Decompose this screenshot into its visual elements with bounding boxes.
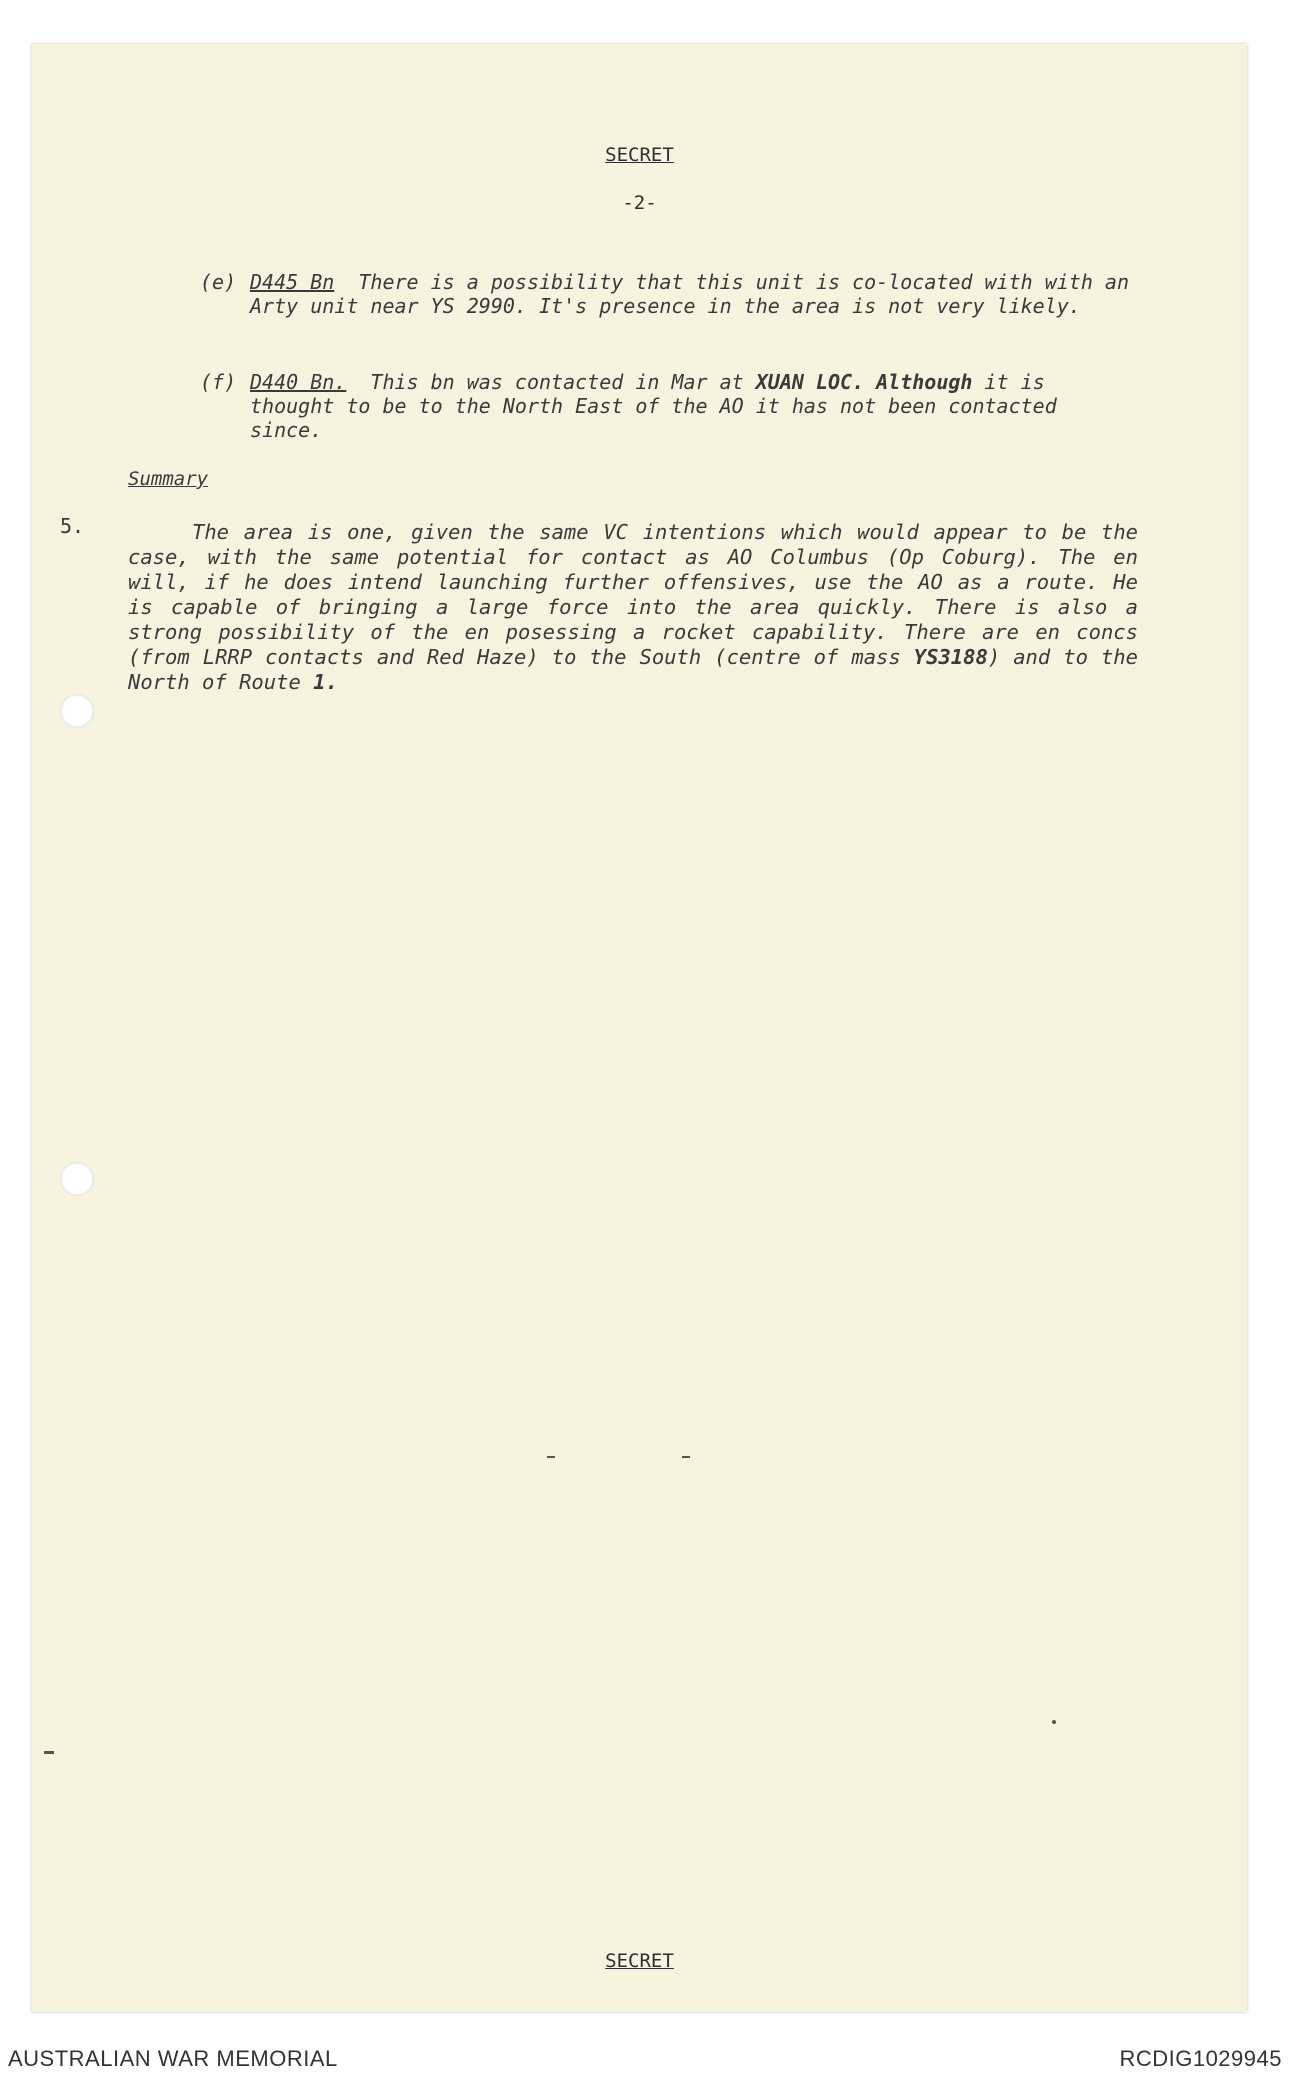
stray-mark	[547, 1456, 555, 1458]
summary-text-1: The area is one, given the same VC intentions which would appear to be the case, with the same potential for contact as AO Columbus (Op Coburg). The en will, if he does intend launching further offensives, use the AO as a route. He is capable of bringing a large force into the area quickly. There is also a strong possibility of the en posessing a rocket capability. There are en concs (from LRRP contacts and Red Haze) to the South (centre of mass	[128, 520, 1138, 669]
document-page	[32, 44, 1247, 2012]
item-e-paragraph	[250, 270, 1142, 318]
summary-grid-ref: YS3188	[913, 645, 988, 669]
footer-source: AUSTRALIAN WAR MEMORIAL	[8, 2046, 338, 2071]
summary-heading: Summary	[128, 468, 209, 490]
item-f-text-before: This bn was contacted in Mar at	[370, 370, 756, 394]
item-e-heading: D445 Bn	[250, 270, 335, 294]
stray-mark	[1052, 1720, 1056, 1724]
stray-mark	[44, 1751, 54, 1754]
item-label-e: (e)	[200, 270, 237, 294]
page-number: -2-	[622, 192, 657, 214]
summary-paragraph	[128, 520, 1138, 695]
summary-text-2: ) and to the North of Route	[128, 645, 1138, 694]
punch-hole	[60, 694, 94, 728]
item-f-text-bold: XUAN LOC. Although	[755, 370, 973, 394]
item-f-heading: D440 Bn.	[250, 370, 347, 394]
item-f-paragraph	[250, 370, 1130, 442]
punch-hole	[60, 1162, 94, 1196]
summary-number: 5.	[60, 514, 85, 538]
item-f-text-after: it is thought to be to the North East of the AO it has not been contacted since.	[250, 370, 1069, 442]
classification-bottom: SECRET	[605, 1950, 674, 1972]
footer-record-id: RCDIG1029945	[1119, 2046, 1282, 2071]
item-label-f: (f)	[200, 370, 237, 394]
item-e-text: There is a possibility that this unit is co-located with with an Arty unit near YS 2990. It's presence in the area is not very likely.	[250, 270, 1142, 318]
classification-top: SECRET	[605, 144, 674, 166]
summary-route: 1.	[313, 670, 338, 694]
stray-mark	[682, 1456, 690, 1458]
